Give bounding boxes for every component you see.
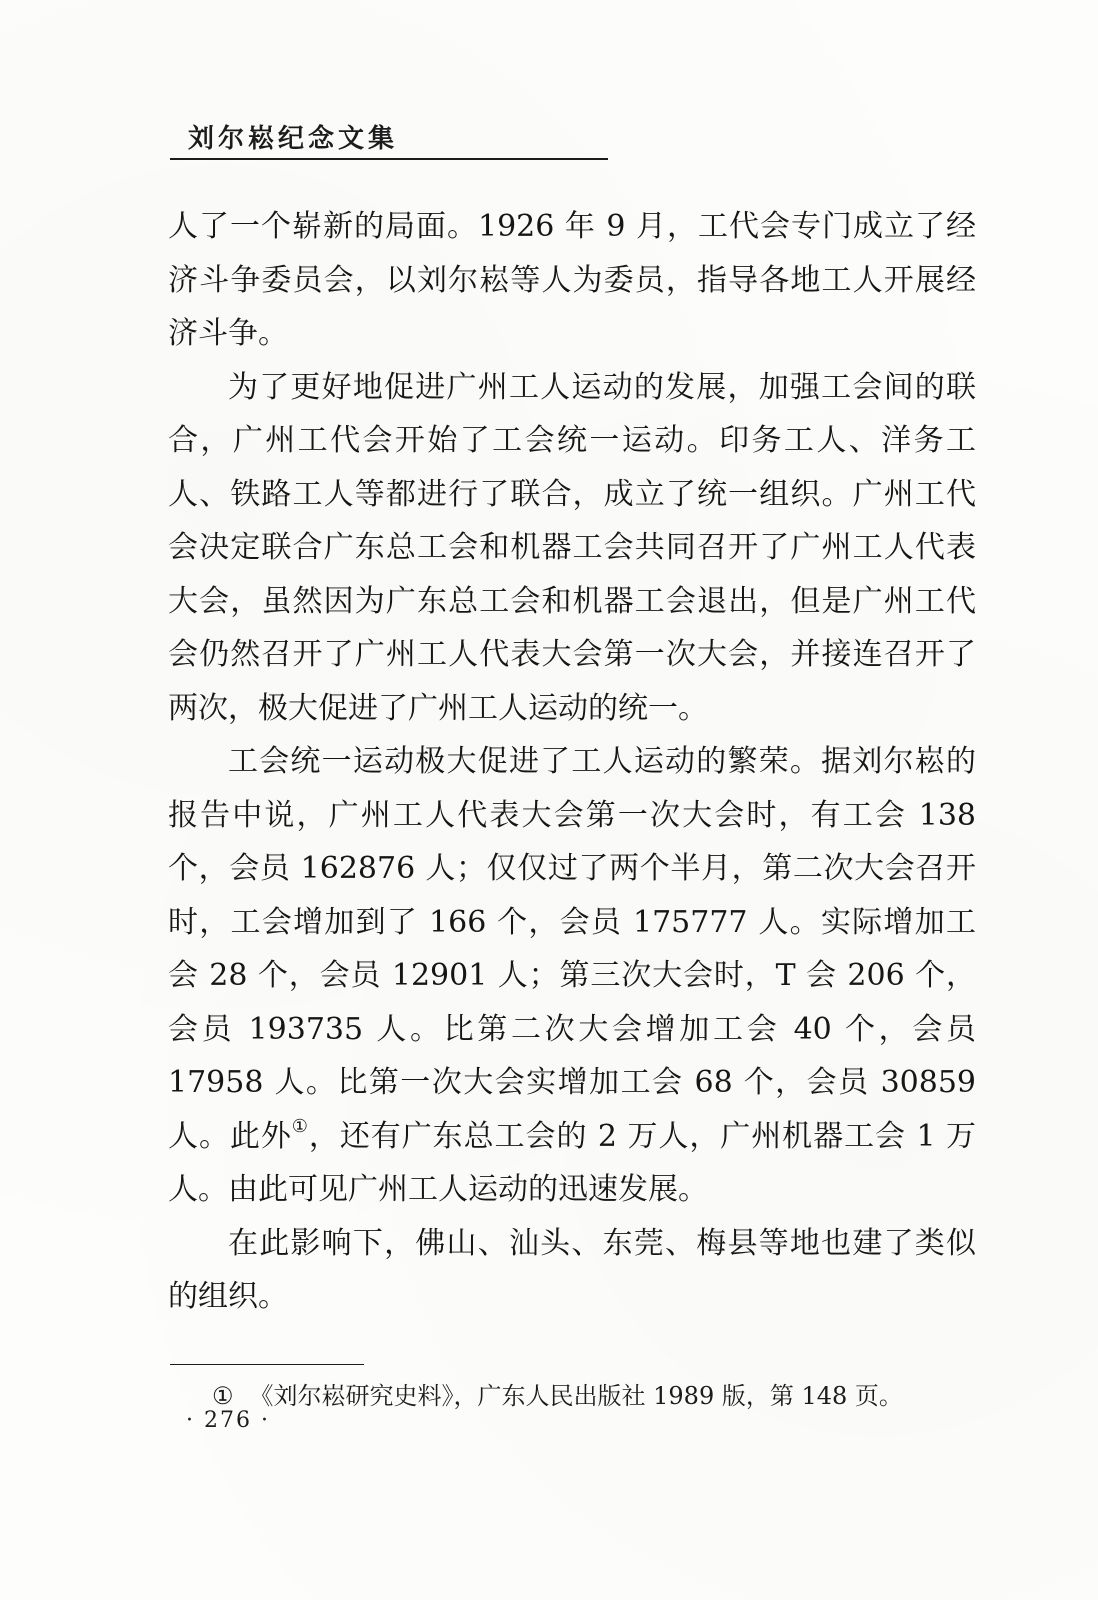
paragraph-3-text-b: ，还有广东总工会的 2 万人，广州机器工会 1 万人。由此可见广州工人运动的迅速发展。 xyxy=(168,1118,977,1207)
footnote xyxy=(212,1380,972,1412)
paragraph-2-text: 为了更好地促进广州工人运动的发展，加强工会间的联合，广州工代会开始了工会统一运动。印务工人、洋务工人、铁路工人等都进行了联合，成立了统一组织。广州工代会决定联合广东总工会和机器工会共同召开了广州工人代表大会，虽然因为广东总工会和机器工会退出，但是广州工代会仍然召开了广州工人代表大会第一次大会，并接连召开了两次，极大促进了广州工人运动的统一。 xyxy=(168,369,976,726)
footnote-number: ① xyxy=(212,1382,234,1410)
header-rule xyxy=(170,158,608,160)
footnote-reference-mark[interactable]: ① xyxy=(291,1115,309,1137)
footnote-text: 《刘尔崧研究史料》，广东人民出版社 1989 版，第 148 页。 xyxy=(249,1382,903,1410)
page-number: · 276 · xyxy=(186,1408,270,1433)
paragraph-3 xyxy=(168,735,976,1217)
paragraph-2 xyxy=(168,361,976,736)
paragraph-1-text: 人了一个崭新的局面。1926 年 9 月，工代会专门成立了经济斗争委员会，以刘尔崧等人为委员，指导各地工人开展经济斗争。 xyxy=(168,209,976,351)
paragraph-4 xyxy=(168,1217,976,1324)
body-text xyxy=(168,200,976,1324)
paragraph-3-text-a: 工会统一运动极大促进了工人运动的繁荣。据刘尔崧的报告中说，广州工人代表大会第一次大会时，有工会 138 个，会员 162876 人；仅仅过了两个半月，第二次大会召开时，工会增加到了 166 个，会员 175777 人。实际增加工会 28 个，会员 12901 人；第三次大会时，T 会 206 个，会员 193735 人。比第二次大会增加工会 40 个，会员 17958 人。比第一次大会实增加工会 68 个，会员 30859 人。此外 xyxy=(168,744,976,1154)
footnote-rule xyxy=(170,1364,364,1365)
paragraph-1 xyxy=(168,200,976,361)
running-header: 刘尔崧纪念文集 xyxy=(188,124,399,154)
paragraph-4-text: 在此影响下，佛山、汕头、东莞、梅县等地也建了类似的组织。 xyxy=(168,1225,976,1314)
